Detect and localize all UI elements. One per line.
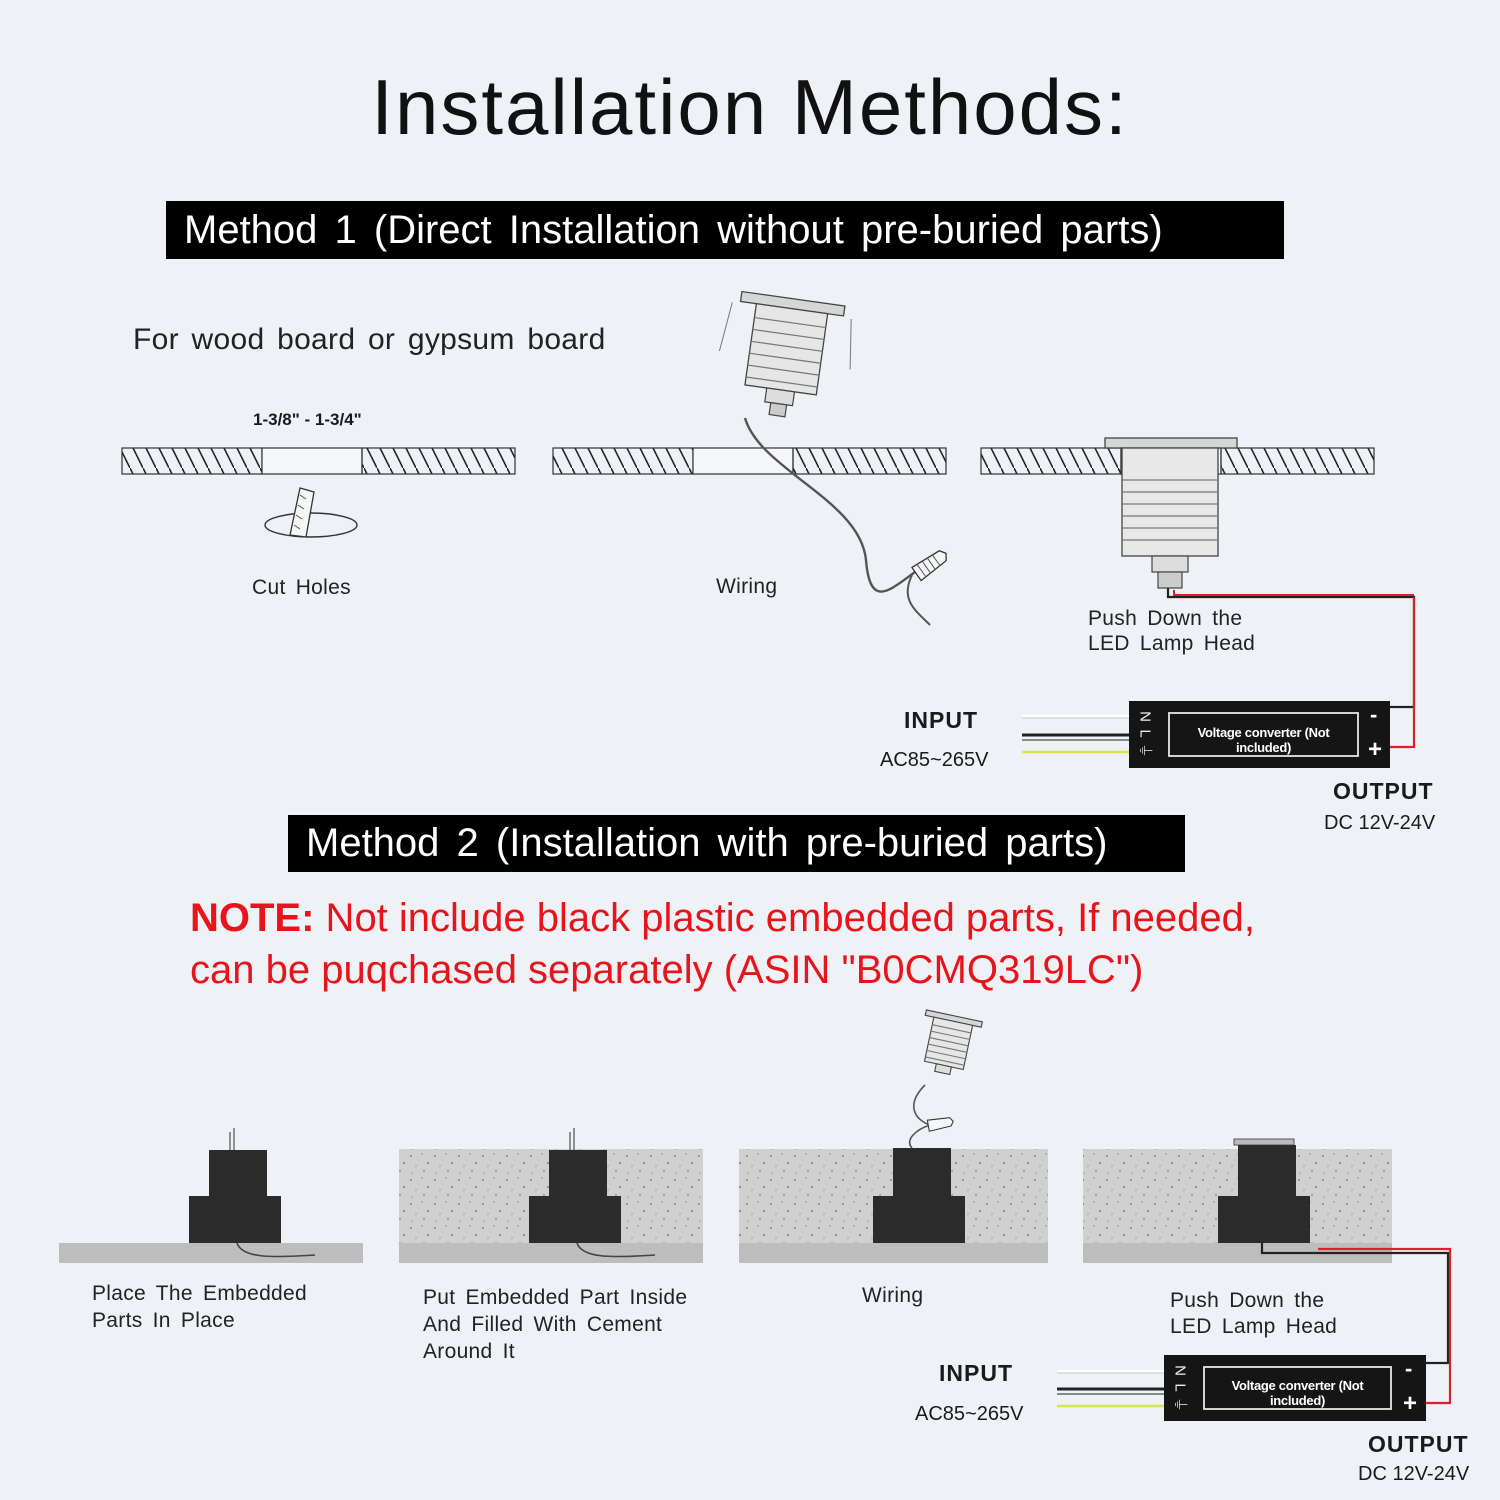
converter-input-terminals: [1170, 1362, 1190, 1413]
input-wires-method2: [1057, 1371, 1164, 1406]
note-body: Not include black plastic embedded parts, If needed,: [314, 896, 1256, 940]
step-push-down-label: Push Down the: [1170, 1289, 1325, 1312]
output-voltage: DC 12V-24V: [1324, 812, 1436, 834]
terminal-n: N: [1136, 711, 1154, 722]
output-label: OUTPUT: [1333, 778, 1434, 804]
note-line-2: can be puqchased separately (ASIN "B0CMQ319LC"): [190, 948, 1144, 992]
terminal-plus: +: [1403, 1390, 1418, 1417]
embedded-part-icon: [189, 1128, 315, 1257]
converter-input-terminals: [1135, 708, 1155, 759]
terminal-l: L: [1136, 729, 1154, 738]
converter-label: Voltage converter (Not included): [1197, 725, 1330, 755]
input-wires-method1: [1022, 716, 1129, 752]
step-wiring-label: Wiring: [862, 1284, 924, 1307]
method2-banner: Method 2 (Installation with pre-buried parts): [288, 815, 1185, 872]
led-lamp-head-icon: [712, 290, 859, 425]
step-push-down-label-2: LED Lamp Head: [1088, 632, 1256, 655]
step-push-down-label: Push Down the: [1088, 607, 1243, 630]
converter-label: Voltage converter (Not included): [1231, 1378, 1364, 1408]
step-cut-holes-label: Cut Holes: [252, 576, 351, 599]
step-cement-label-3: Around It: [423, 1340, 515, 1363]
hole-dimension-label: 1-3/8" - 1-3/4": [253, 410, 362, 429]
led-lamp-installed-icon: [1105, 438, 1237, 588]
input-label: INPUT: [939, 1360, 1013, 1386]
board-wiring: [553, 448, 946, 474]
method1-banner: Method 1 (Direct Installation without pre-buried parts): [166, 201, 1284, 259]
input-label: INPUT: [904, 707, 978, 733]
board-cut-holes: [122, 448, 515, 474]
step-wiring-label: Wiring: [716, 575, 778, 598]
step-cement-label: Put Embedded Part Inside: [423, 1286, 688, 1309]
step-push-down-label-2: LED Lamp Head: [1170, 1315, 1338, 1338]
saw-icon: [265, 488, 357, 537]
note-text: [190, 892, 1450, 996]
wire-connector-icon: [927, 1116, 954, 1131]
wire-cable: [910, 1085, 930, 1148]
terminal-n: N: [1171, 1365, 1189, 1376]
terminal-ground: ⏚: [1171, 1396, 1189, 1412]
step-place-label-2: Parts In Place: [92, 1309, 235, 1332]
terminal-minus: -: [1405, 1356, 1413, 1381]
terminal-plus: +: [1368, 736, 1383, 763]
output-label: OUTPUT: [1368, 1431, 1469, 1457]
wire-cable: [745, 418, 915, 592]
terminal-minus: -: [1370, 702, 1378, 727]
wire-connector-icon: [912, 547, 951, 581]
step-place-label: Place The Embedded: [92, 1282, 307, 1305]
note-prefix: NOTE:: [190, 896, 315, 940]
input-voltage: AC85~265V: [880, 749, 989, 771]
page-title: Installation Methods:: [371, 63, 1129, 151]
terminal-l: L: [1171, 1383, 1189, 1392]
terminal-ground: ⏚: [1136, 742, 1154, 758]
input-voltage: AC85~265V: [915, 1403, 1024, 1425]
step-cement-label-2: And Filled With Cement: [423, 1313, 663, 1336]
method1-subtitle: For wood board or gypsum board: [133, 323, 606, 356]
note-line-1: [190, 896, 1255, 940]
ground-panel-1: [59, 1243, 363, 1263]
wire-cable-end: [908, 575, 930, 625]
output-voltage: DC 12V-24V: [1358, 1463, 1470, 1485]
led-lamp-head-icon: [914, 1010, 982, 1079]
